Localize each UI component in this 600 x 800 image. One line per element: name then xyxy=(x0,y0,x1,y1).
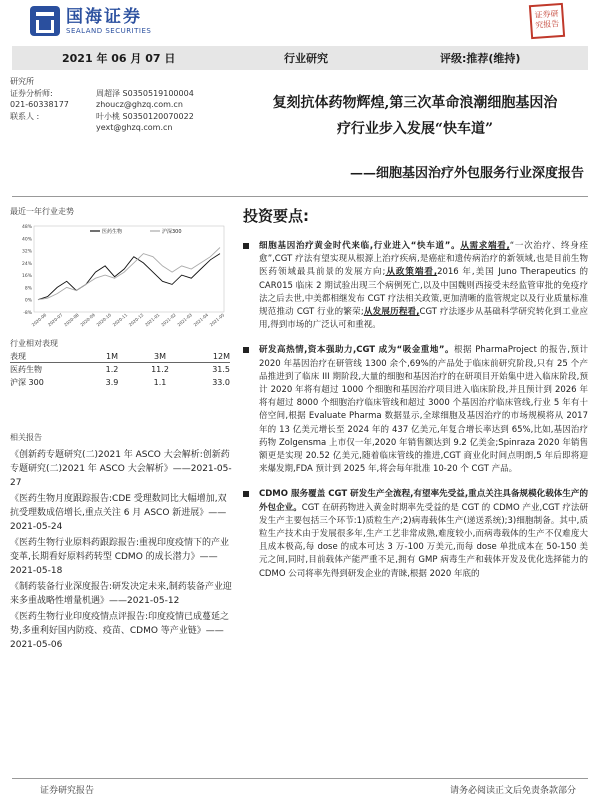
x-tick-label: 2020-09 xyxy=(79,312,96,328)
para-head: CDMO 服务覆盖 CGT 研发生产全流程,有望率先受益,重点关注具备规模化载体生产的外包企业。 xyxy=(259,489,588,513)
invest-paragraph xyxy=(243,240,588,332)
para-text: CGT 在研药物进入黄金时期率先受益的是 CGT 的 CDMO 产业,CGT 疗法研发生产主要包括三个环节:1)质粒生产;2)病毒载体生产(递送系统);3)细胞制备。其中,质粒生产技术由于发展很多年,生产工艺非常成熟,难度较小,而病毒载体的生产不仅难度大且成本极高,每 dose 的成本可达 3 万-100 万美元,而每 dose 单批成本在 50-150 美元之间,同时,目前载体产能严重不足,拥有 GMP 病毒生产和载体开发及优化选择能力的 CDMO 公司将率先得到研发企业的青睐,根据 2020 年底的 xyxy=(259,502,588,579)
table-row xyxy=(10,363,230,376)
chart-section-label: 最近一年行业走势 xyxy=(10,207,74,216)
invest-paragraph xyxy=(243,344,588,476)
table-cell: 33.0 xyxy=(212,378,230,387)
report-title xyxy=(240,90,590,142)
invest-paragraph xyxy=(243,488,588,580)
para-emph: 从需求端看, xyxy=(460,241,510,251)
table-header-cell: 3M xyxy=(154,351,166,361)
para-emph: 从政策端看, xyxy=(385,267,438,278)
logo-en: SEALAND SECURITIES xyxy=(66,27,152,35)
related-reports xyxy=(10,448,232,654)
x-tick-label: 2020-10 xyxy=(95,312,113,328)
bullet-icon xyxy=(243,243,249,249)
analyst-value: zhoucz@ghzq.com.cn xyxy=(96,100,183,109)
performance-table xyxy=(10,350,230,389)
y-tick-label: -8% xyxy=(23,311,32,316)
bullet-icon xyxy=(243,347,249,353)
legend-label: 沪深300 xyxy=(162,229,182,235)
analyst-block xyxy=(10,76,240,134)
table-cell: 1.1 xyxy=(153,378,167,387)
report-stamp: 证券研究报告 xyxy=(529,3,565,39)
invest-title: 投资要点: xyxy=(243,207,309,225)
para-head: 研发高热情,资本强助力,CGT 成为“吸金重地”。 xyxy=(259,345,455,356)
x-tick-label: 2020-11 xyxy=(111,312,129,328)
table-cell: 沪深 300 xyxy=(10,378,44,387)
y-tick-label: 32% xyxy=(21,249,32,255)
perf-section-label: 行业相对表现 xyxy=(10,339,58,348)
y-tick-label: 24% xyxy=(21,261,32,267)
analyst-label: 021-60338177 xyxy=(10,100,69,109)
series-line-1 xyxy=(38,248,220,300)
report-rating: 评级:推荐(维持) xyxy=(440,52,521,65)
footer-left: 证券研究报告 xyxy=(40,786,95,796)
x-tick-label: 2021-01 xyxy=(143,312,161,328)
report-date: 2021 年 06 月 07 日 xyxy=(62,52,176,65)
y-tick-label: 48% xyxy=(21,225,32,230)
bullet-icon xyxy=(243,491,249,497)
related-report-link[interactable]: 《医药生物行业印度疫情点评报告:印度疫情已成蔓延之势,多重利好国内防疫、疫苗、CDMO 等产业链》——2021-05-06 xyxy=(10,612,230,650)
table-cell: 1.2 xyxy=(105,365,119,374)
industry-trend-chart xyxy=(10,218,230,330)
analyst-label xyxy=(10,122,96,134)
title-line-2: 疗行业步入发展“快车道” xyxy=(336,121,494,137)
series-line-0 xyxy=(38,254,220,300)
x-tick-label: 2021-04 xyxy=(192,312,210,328)
related-report-link[interactable]: 《医药生物月度跟踪报告:CDE 受理数同比大幅增加,双抗受理数成倍增长,重点关注 6 月 ASCO 新进展》——2021-05-24 xyxy=(10,494,227,532)
table-cell: 3.9 xyxy=(105,378,119,387)
y-tick-label: 8% xyxy=(24,286,32,292)
analyst-value: yext@ghzq.com.cn xyxy=(96,123,173,132)
footer-disclaimer: 请务必阅读正文后免责条款部分 xyxy=(449,786,576,796)
analyst-label: 证券分析师: xyxy=(10,88,53,98)
title-line-1: 复刻抗体药物辉煌,第三次革命浪潮细胞基因治 xyxy=(272,95,558,111)
report-type: 行业研究 xyxy=(284,52,328,65)
table-cell: 31.5 xyxy=(212,365,230,374)
para-emph: 从发展历程看, xyxy=(363,307,420,318)
table-cell: 11.2 xyxy=(151,365,169,374)
x-tick-label: 2021-03 xyxy=(176,312,193,328)
footer-divider xyxy=(12,778,588,779)
related-report-link[interactable]: 《医药生物行业原料药跟踪报告:重视印度疫情下的产业变革,长期看好原料药转型 CDMO 的成长潜力》——2021-05-18 xyxy=(10,538,230,576)
para-text: 2016 年,美国 Juno Therapeutics 的 CAR015 临床 2 期试验出现三个病例死亡,以及中国魏则西接受未经监管审批的免疫疗法之后去世,中美都相继发布 CGT 疗法相关政策,更加清晰的监管规定以及行业质量标准规范推动 CGT 行业的繁荣; xyxy=(259,267,588,318)
analyst-heading: 研究所 xyxy=(10,77,34,86)
divider xyxy=(12,196,588,197)
legend-label: 医药生物 xyxy=(102,229,123,235)
para-text: “一次治疗、终身痊愈”,CGT 疗法有望实现从根源上治疗疾病,是癌症和遗传病治疗的新领域,也是目前生物医药领域最具前景的发展方向; xyxy=(259,241,589,278)
y-tick-label: 40% xyxy=(21,237,32,243)
analyst-label: 联系人 : xyxy=(10,111,40,121)
related-report-link[interactable]: 《制药装备行业深度报告:研发决定未来,制药装备产业迎来多重战略性增量机遇》——2021-05-12 xyxy=(10,582,232,606)
related-report-link[interactable]: 《创新药专题研究(二)2021 年 ASCO 大会解析:创新药专题研究(二)2021 年 ASCO 大会解析》——2021-05-27 xyxy=(10,450,232,488)
analyst-value: 叶小桃 S0350120070022 xyxy=(96,111,194,121)
table-header-row xyxy=(10,350,230,363)
analyst-value: 周超泽 S0350519100004 xyxy=(96,88,194,98)
table-row xyxy=(10,376,230,389)
table-header-cell: 12M xyxy=(212,351,230,361)
header-bar xyxy=(12,46,588,70)
chart-frame xyxy=(34,226,224,312)
x-tick-label: 2020-12 xyxy=(127,312,145,328)
para-text: CGT 疗法逐步从基础科学研究转化到工业应用,得到市场的广泛认可和重视。 xyxy=(259,307,588,331)
logo-cn: 国海证券 xyxy=(66,7,142,27)
table-header-cell: 表现 xyxy=(10,351,26,361)
y-tick-label: 16% xyxy=(21,274,32,280)
x-tick-label: 2020-06 xyxy=(30,312,48,328)
x-tick-label: 2020-08 xyxy=(63,312,80,328)
logo-mark-icon xyxy=(30,6,60,36)
table-header-cell: 1M xyxy=(106,351,118,361)
para-text: 根据 PharmaProject 的报告,预计 2020 年基因治疗在研管线 1300 余个,69%的产品处于临床前研究阶段,只有 25 个产品推进到了临床 III 期阶段,大量的细胞和基因治疗的在研项目开始集中进入临床阶段,预计 2020 年将有超过 1000 个细胞和基因治疗项目进入临床阶段,并且预计到 2026 年将有超过 8000 个细胞治疗临床管线和超过 3000 个基因治疗临床管线,行业 5 年有十倍空间,根据 Evaluate Pharma 数据显示,全球细胞及基因治疗的市场规模将从 2017 年的 13 亿美元增长至 2024 年的 437 亿美元,年复合增长率达到 65%,比如,基因治疗药物 Zolgensma 上市仅一年,2020 年销售额达到 9.2 亿美金;Spinraza 2020 年销售额更是实现 20.52 亿美元,随着临床管线的推进,CGT 商业化时间点明朗,5 年后即将迎来爆发期,FDA 预计到 2025 年,将会每年批准 10-20 个 CGT 产品。 xyxy=(259,345,588,475)
report-subtitle: ——细胞基因治疗外包服务行业深度报告 xyxy=(349,166,584,181)
x-tick-label: 2021-05 xyxy=(208,312,226,328)
para-head: 细胞基因治疗黄金时代来临,行业进入“快车道”。 xyxy=(259,241,461,251)
related-section-label: 相关报告 xyxy=(10,433,42,442)
company-logo xyxy=(30,6,151,36)
table-cell: 医药生物 xyxy=(10,365,42,374)
x-tick-label: 2020-07 xyxy=(46,312,64,328)
y-tick-label: 0% xyxy=(24,298,32,304)
invest-body xyxy=(243,240,588,593)
x-tick-label: 2021-02 xyxy=(160,312,177,328)
